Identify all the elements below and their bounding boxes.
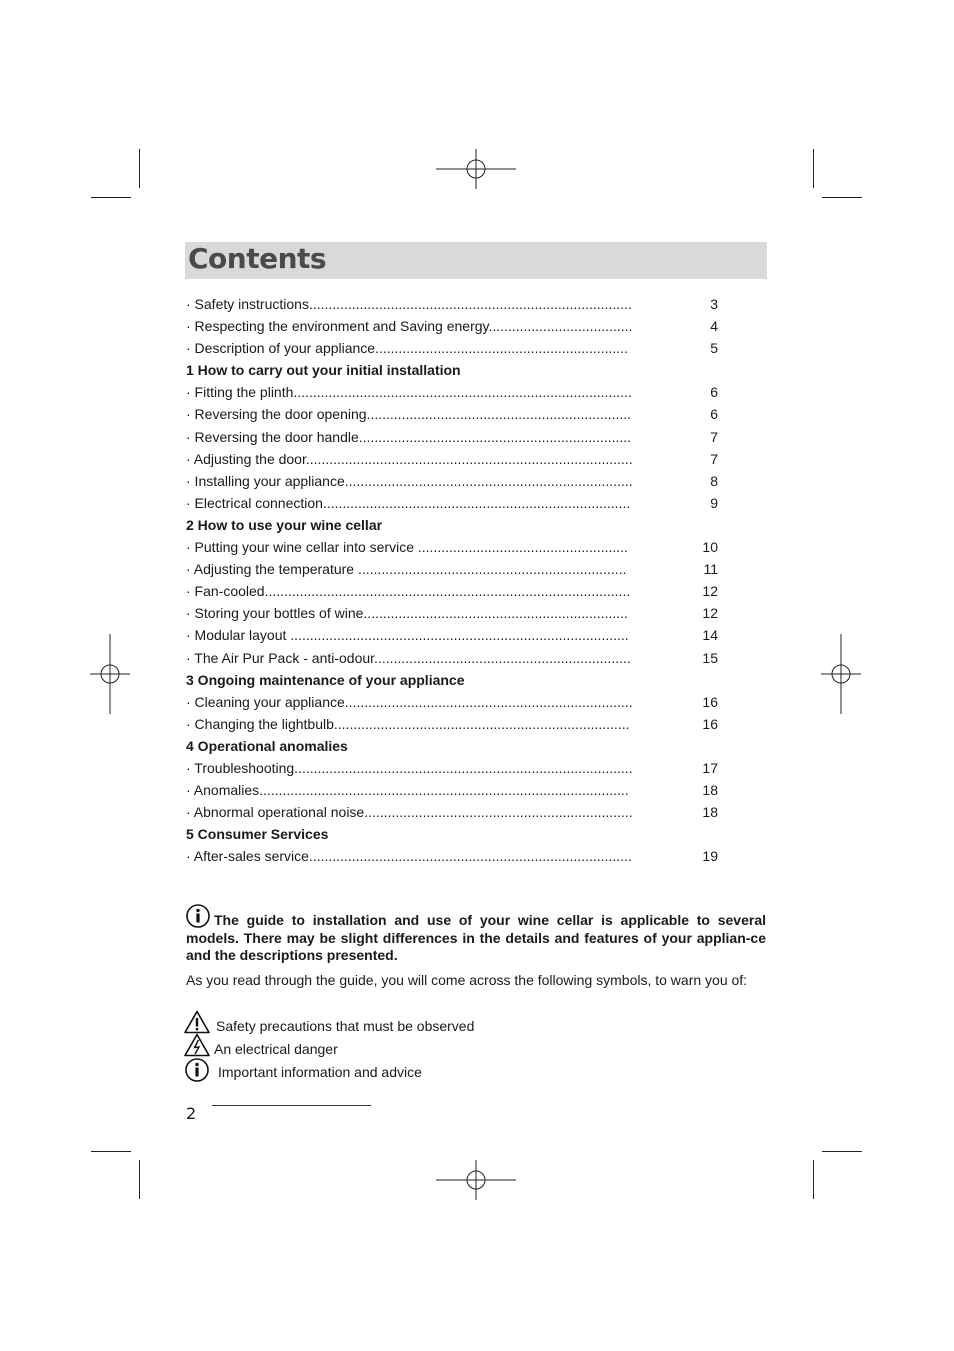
crop-mark <box>813 149 814 188</box>
toc-entry <box>186 691 726 713</box>
toc-entry <box>186 624 726 646</box>
page-title: Contents <box>188 242 327 275</box>
toc-entry-page: 7 <box>710 450 718 467</box>
toc-entry-label: · Abnormal operational noise..................................................................... <box>186 804 633 821</box>
toc-entry <box>186 536 726 558</box>
toc-entry-label: 5 Consumer Services <box>186 826 329 843</box>
toc-entry-label: · Modular layout ....................................................................................... <box>186 627 629 644</box>
toc-entry-page: 3 <box>710 296 718 312</box>
toc-entry <box>186 757 726 779</box>
info-icon <box>186 904 210 928</box>
toc-entry-page: 17 <box>702 759 718 776</box>
toc-entry-label: · Electrical connection............................................................................... <box>186 494 631 511</box>
toc-entry <box>186 602 726 624</box>
toc-entry <box>186 426 726 448</box>
toc-entry-page: 12 <box>702 583 718 600</box>
toc-entry-page: 6 <box>710 384 718 401</box>
crop-mark <box>91 197 131 198</box>
crop-mark <box>139 149 140 188</box>
toc-entry <box>186 845 726 867</box>
toc-entry-page: 19 <box>702 848 718 865</box>
toc-entry-page: 4 <box>710 318 718 335</box>
toc-entry-page: 18 <box>702 804 718 821</box>
guide-note <box>186 904 766 965</box>
toc-entry-label: · Troubleshooting....................................................................................... <box>186 759 633 776</box>
toc-entry <box>186 293 726 315</box>
toc-entry <box>186 381 726 403</box>
toc-entry-page: 14 <box>702 627 718 644</box>
legend-text: Important information and advice <box>218 1064 422 1080</box>
guide-note-text: As you read through the guide, you will come across the following symbols, to warn you of: <box>186 972 748 988</box>
toc-entry-page: 11 <box>703 561 718 578</box>
toc-section-heading <box>186 735 726 757</box>
toc-entry <box>186 448 726 470</box>
toc-section-heading <box>186 359 726 381</box>
toc-entry <box>186 337 726 359</box>
crop-mark <box>91 1151 131 1152</box>
toc-entry <box>186 647 726 669</box>
toc-entry-label: 3 Ongoing maintenance of your appliance <box>186 671 465 688</box>
toc-entry <box>186 580 726 602</box>
toc-entry-label: 2 How to use your wine cellar <box>186 516 383 533</box>
toc-entry-page: 8 <box>710 472 718 489</box>
title-bar <box>185 242 767 279</box>
toc-section-heading <box>186 823 726 845</box>
toc-entry <box>186 558 726 580</box>
toc-entry-label: · Changing the lightbulb............................................................................ <box>186 715 630 732</box>
electrical-danger-icon <box>184 1033 210 1057</box>
legend-text: An electrical danger <box>214 1040 338 1057</box>
legend-text: Safety precautions that must be observed <box>216 1018 475 1034</box>
toc-entry-page: 16 <box>702 693 718 710</box>
toc-entry-label: · Cleaning your appliance.......................................................................... <box>186 693 633 710</box>
toc-entry-label: · Description of your appliance................................................................. <box>186 340 628 357</box>
footer-divider <box>212 1105 371 1106</box>
crop-mark <box>822 1151 862 1152</box>
crop-mark <box>813 1160 814 1199</box>
toc-entry <box>186 492 726 514</box>
toc-entry-label: · Respecting the environment and Saving energy..................................... <box>186 318 633 335</box>
toc-entry <box>186 403 726 425</box>
toc-entry-page: 9 <box>710 494 718 511</box>
toc-entry <box>186 713 726 735</box>
toc-entry-label: · The Air Pur Pack - anti-odour.................................................................. <box>186 649 631 666</box>
toc-entry-label: · Safety instructions................................................................................... <box>186 296 632 312</box>
warning-triangle-icon <box>184 1010 210 1034</box>
crop-mark <box>822 197 862 198</box>
toc-entry-page: 7 <box>710 428 718 445</box>
toc-entry-page: 12 <box>702 605 718 622</box>
guide-note-bold-text: The guide to installation and use of your wine cellar is applicable to several models. There may be slight differences in the details and features of your applian-ce and the descriptions presented. <box>186 912 766 963</box>
toc-entry-label: · Reversing the door handle...................................................................... <box>186 428 632 445</box>
toc-entry <box>186 470 726 492</box>
toc-entry-page: 5 <box>710 340 718 357</box>
toc-entry-page: 10 <box>702 539 718 556</box>
toc-entry-label: · Anomalies............................................................................................... <box>186 782 629 799</box>
toc-entry <box>186 801 726 823</box>
registration-mark-icon <box>801 634 881 714</box>
toc-entry-label: 1 How to carry out your initial installation <box>186 362 461 379</box>
toc-entry-label: · Fitting the plinth....................................................................................... <box>186 384 632 401</box>
toc-entry-label: · Storing your bottles of wine.................................................................... <box>186 605 628 622</box>
info-icon <box>184 1058 210 1082</box>
page-number: 2 <box>186 1104 197 1123</box>
registration-mark-icon <box>436 1140 516 1220</box>
crop-mark <box>139 1160 140 1199</box>
toc-entry-label: 4 Operational anomalies <box>186 737 348 754</box>
toc-entry-label: · Installing your appliance.......................................................................... <box>186 472 633 489</box>
toc-entry-label: · Reversing the door opening.................................................................... <box>186 406 632 423</box>
toc-entry-page: 6 <box>710 406 718 423</box>
toc-entry-label: · Putting your wine cellar into service ...................................................... <box>186 539 628 556</box>
toc-section-heading <box>186 669 726 691</box>
registration-mark-icon <box>436 130 516 210</box>
toc-entry-label: · After-sales service................................................................................... <box>186 848 632 865</box>
toc-entry-label: · Adjusting the temperature ..................................................................... <box>186 561 627 578</box>
toc-entry-label: · Fan-cooled.............................................................................................. <box>186 583 631 600</box>
toc-entry <box>186 315 726 337</box>
toc-entry-label: · Adjusting the door.................................................................................... <box>186 450 633 467</box>
table-of-contents <box>186 293 726 867</box>
toc-entry-page: 18 <box>702 782 718 799</box>
registration-mark-icon <box>70 634 150 714</box>
toc-entry-page: 16 <box>702 715 718 732</box>
toc-section-heading <box>186 514 726 536</box>
toc-entry <box>186 779 726 801</box>
toc-entry-page: 15 <box>702 649 718 666</box>
